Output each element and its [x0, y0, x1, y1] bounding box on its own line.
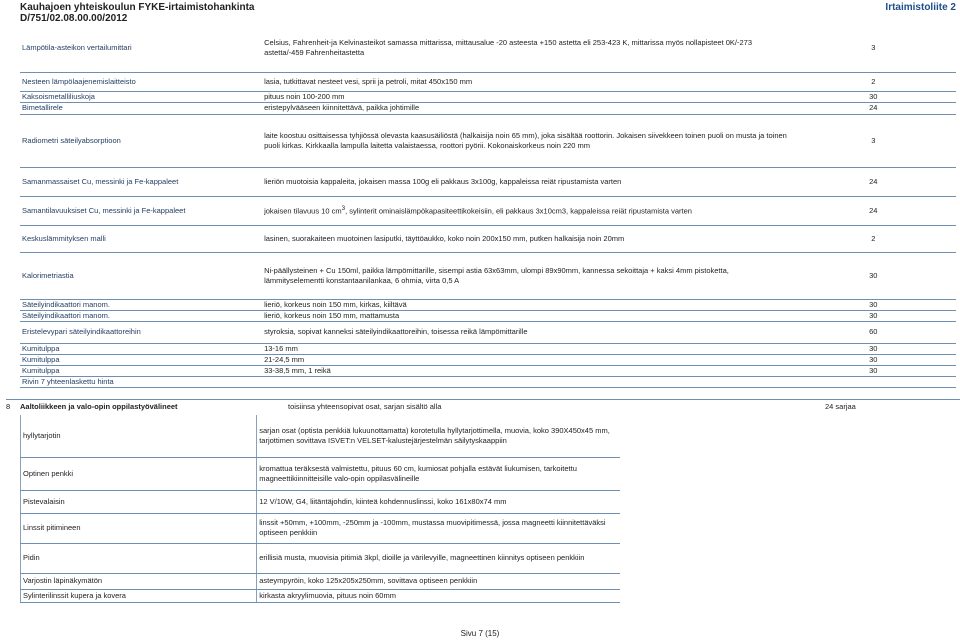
table-row	[21, 457, 621, 490]
item-qty: 24	[791, 196, 956, 225]
table-row	[20, 376, 956, 387]
item-name: Kumitulppa	[20, 354, 262, 365]
table-row	[20, 114, 956, 167]
table-row	[20, 310, 956, 321]
item-desc: lieriö, korkeus noin 150 mm, kirkas, kiiltävä	[262, 299, 791, 310]
item-qty: 3	[791, 25, 956, 72]
item-desc: 21-24,5 mm	[262, 354, 791, 365]
item-desc: eristepylvääseen kiinnitettävä, paikka johtimille	[262, 102, 791, 114]
item-qty: 60	[791, 321, 956, 343]
item-desc: linssit +50mm, +100mm, -250mm ja -100mm, mustassa muovipitimessä, jossa magneetti kiinnitettäväksi optiseen penkkiin	[257, 513, 620, 543]
table-row	[20, 167, 956, 196]
item-qty	[791, 376, 956, 387]
appendix-label: Irtaimistoliite 2	[885, 2, 956, 13]
table-row	[20, 91, 956, 102]
item-name: Säteilyindikaattori manom.	[20, 299, 262, 310]
item-desc	[262, 376, 791, 387]
table-row	[20, 252, 956, 299]
item-desc: laite koostuu osittaisessa tyhjiössä olevasta kaasusäiliöstä (halkaisija noin 65 mm), joka sisältää roottorin. Jokaisen siivekkeen toinen puoli on musta ja toinen puoli kirkas. Kirkkaalla lampulla laitetta valaistaessa, roottori pyörii. Kokonaiskorkeus noin 220 mm	[262, 114, 791, 167]
item-name: Pistevalaisin	[21, 490, 257, 513]
section-8-header	[6, 399, 960, 411]
item-desc: lasia, tutkittavat nesteet vesi, sprii ja petroli, mitat 450x150 mm	[262, 72, 791, 91]
section-desc: toisiinsa yhteensopivat osat, sarjan sisältö alla	[288, 402, 442, 411]
item-name: Samanmassaiset Cu, messinki ja Fe-kappaleet	[20, 167, 262, 196]
item-desc-part: , sylinterit ominaislämpökapasiteettikokeisiin, eli pakkaus 3x10cm3, kappaleissa reiät ripustamista varten	[345, 206, 692, 216]
item-qty: 24	[791, 167, 956, 196]
section-8-table	[20, 415, 620, 603]
item-name: Lämpötila-asteikon vertailumittari	[20, 25, 262, 72]
item-desc: pituus noin 100-200 mm	[262, 91, 791, 102]
item-qty: 30	[791, 310, 956, 321]
item-name: Kumitulppa	[20, 343, 262, 354]
table-row	[20, 225, 956, 252]
item-qty: 30	[791, 354, 956, 365]
item-name: Bimetallirele	[20, 102, 262, 114]
item-name: Samantilavuuksiset Cu, messinki ja Fe-kappaleet	[20, 196, 262, 225]
item-qty: 3	[791, 114, 956, 167]
item-desc: lasinen, suorakaiteen muotoinen lasiputki, täyttöaukko, koko noin 200x150 mm, putken halkaisija noin 20mm	[262, 225, 791, 252]
item-name: Eristelevypari säteilyindikaattoreihin	[20, 321, 262, 343]
item-qty: 30	[791, 299, 956, 310]
item-qty: 24	[791, 102, 956, 114]
row-total-label: Rivin 7 yhteenlaskettu hinta	[20, 376, 262, 387]
table-row	[20, 299, 956, 310]
table-row	[21, 490, 621, 513]
item-desc: lieriö, korkeus noin 150 mm, mattamusta	[262, 310, 791, 321]
item-name: hyllytarjotin	[21, 415, 257, 457]
table-row	[20, 354, 956, 365]
section-qty: 24 sarjaa	[825, 402, 856, 411]
item-desc: styroksia, sopivat kanneksi säteilyindikaattoreihin, toisessa reikä lämpömittarille	[262, 321, 791, 343]
item-desc: erillisiä musta, muovisia pitimiä 3kpl, dioille ja värilevyille, magneettinen kiinnitys optiseen penkkiin	[257, 543, 620, 573]
item-qty: 2	[791, 225, 956, 252]
item-desc: 33-38,5 mm, 1 reikä	[262, 365, 791, 376]
item-name: Kumitulppa	[20, 365, 262, 376]
equipment-table	[20, 25, 956, 388]
item-qty: 30	[791, 252, 956, 299]
table-row	[20, 365, 956, 376]
item-desc: asteympyröin, koko 125x205x250mm, sovittava optiseen penkkiin	[257, 573, 620, 589]
item-name: Sylinterilinssit kupera ja kovera	[21, 589, 257, 602]
superscript-3: 3	[341, 205, 346, 213]
document-header	[20, 2, 254, 24]
item-desc: kirkasta akryylimuovia, pituus noin 60mm	[257, 589, 620, 602]
document-id: D/751/02.08.00.00/2012	[20, 13, 128, 24]
page-number: Sivu 7 (15)	[460, 629, 500, 638]
school-title: Kauhajoen yhteiskoulun FYKE-irtaimistohankinta	[20, 2, 255, 13]
item-desc-part: jokaisen tilavuus 10 cm	[264, 206, 342, 216]
table-row	[20, 102, 956, 114]
item-desc: kromattua teräksestä valmistettu, pituus 60 cm, kumiosat pohjalla estävät liukumisen, tarkoitettu magneettikiinnitteisille valo-opin oppilasvälineille	[257, 457, 620, 490]
item-desc	[262, 196, 791, 225]
item-qty: 30	[791, 343, 956, 354]
item-desc: Ni-päällysteinen + Cu 150ml, paikka lämpömittarille, sisempi astia 63x63mm, ulompi 89x90mm, kannessa sekoittaja + kaksi 4mm pistoketta, lämmityselementti konstantaanilankaa, 6 ohmia, virta 0,5 A	[262, 252, 791, 299]
table-row	[21, 573, 621, 589]
table-row	[20, 343, 956, 354]
item-name: Optinen penkki	[21, 457, 257, 490]
item-desc: 13-16 mm	[262, 343, 791, 354]
table-row	[21, 513, 621, 543]
item-name: Pidin	[21, 543, 257, 573]
table-row	[20, 196, 956, 225]
section-title: Aaltoliikkeen ja valo-opin oppilastyövälineet	[20, 402, 178, 411]
item-name: Nesteen lämpölaajenemislaitteisto	[20, 72, 262, 91]
item-name: Linssit pitimineen	[21, 513, 257, 543]
item-name: Säteilyindikaattori manom.	[20, 310, 262, 321]
item-desc: 12 V/10W, G4, liitäntäjohdin, kiinteä kohdennuslinssi, koko 161x80x74 mm	[257, 490, 620, 513]
item-qty: 2	[791, 72, 956, 91]
table-row	[20, 321, 956, 343]
section-number: 8	[6, 402, 11, 411]
table-row	[21, 415, 621, 457]
item-desc: Celsius, Fahrenheit-ja Kelvinasteikot samassa mittarissa, mittausalue -20 asteesta +150 astetta eli 253-423 K, mittarissa myös nollapisteet 0K/-273 astetta/-459 Fahrenheitastetta	[262, 25, 791, 72]
item-name: Kaksoismetalliliuskoja	[20, 91, 262, 102]
table-row	[20, 72, 956, 91]
item-qty: 30	[791, 91, 956, 102]
table-row	[20, 25, 956, 72]
item-qty: 30	[791, 365, 956, 376]
item-name: Varjostin läpinäkymätön	[21, 573, 257, 589]
item-desc: lieriön muotoisia kappaleita, jokaisen massa 100g eli pakkaus 3x100g, kappaleissa reiät ripustamista varten	[262, 167, 791, 196]
table-row	[21, 589, 621, 602]
item-desc: sarjan osat (optista penkkiä lukuunottamatta) korotetulla hyllytarjottimella, muovia, koko 390X450x45 mm, tarjottimen sovittava ISVET:n VELSET-kalustejärjestelmän säilytyskaappiin	[257, 415, 620, 457]
item-name: Radiometri säteilyabsorptioon	[20, 114, 262, 167]
item-name: Kalorimetriastia	[20, 252, 262, 299]
item-name: Keskuslämmityksen malli	[20, 225, 262, 252]
table-row	[21, 543, 621, 573]
